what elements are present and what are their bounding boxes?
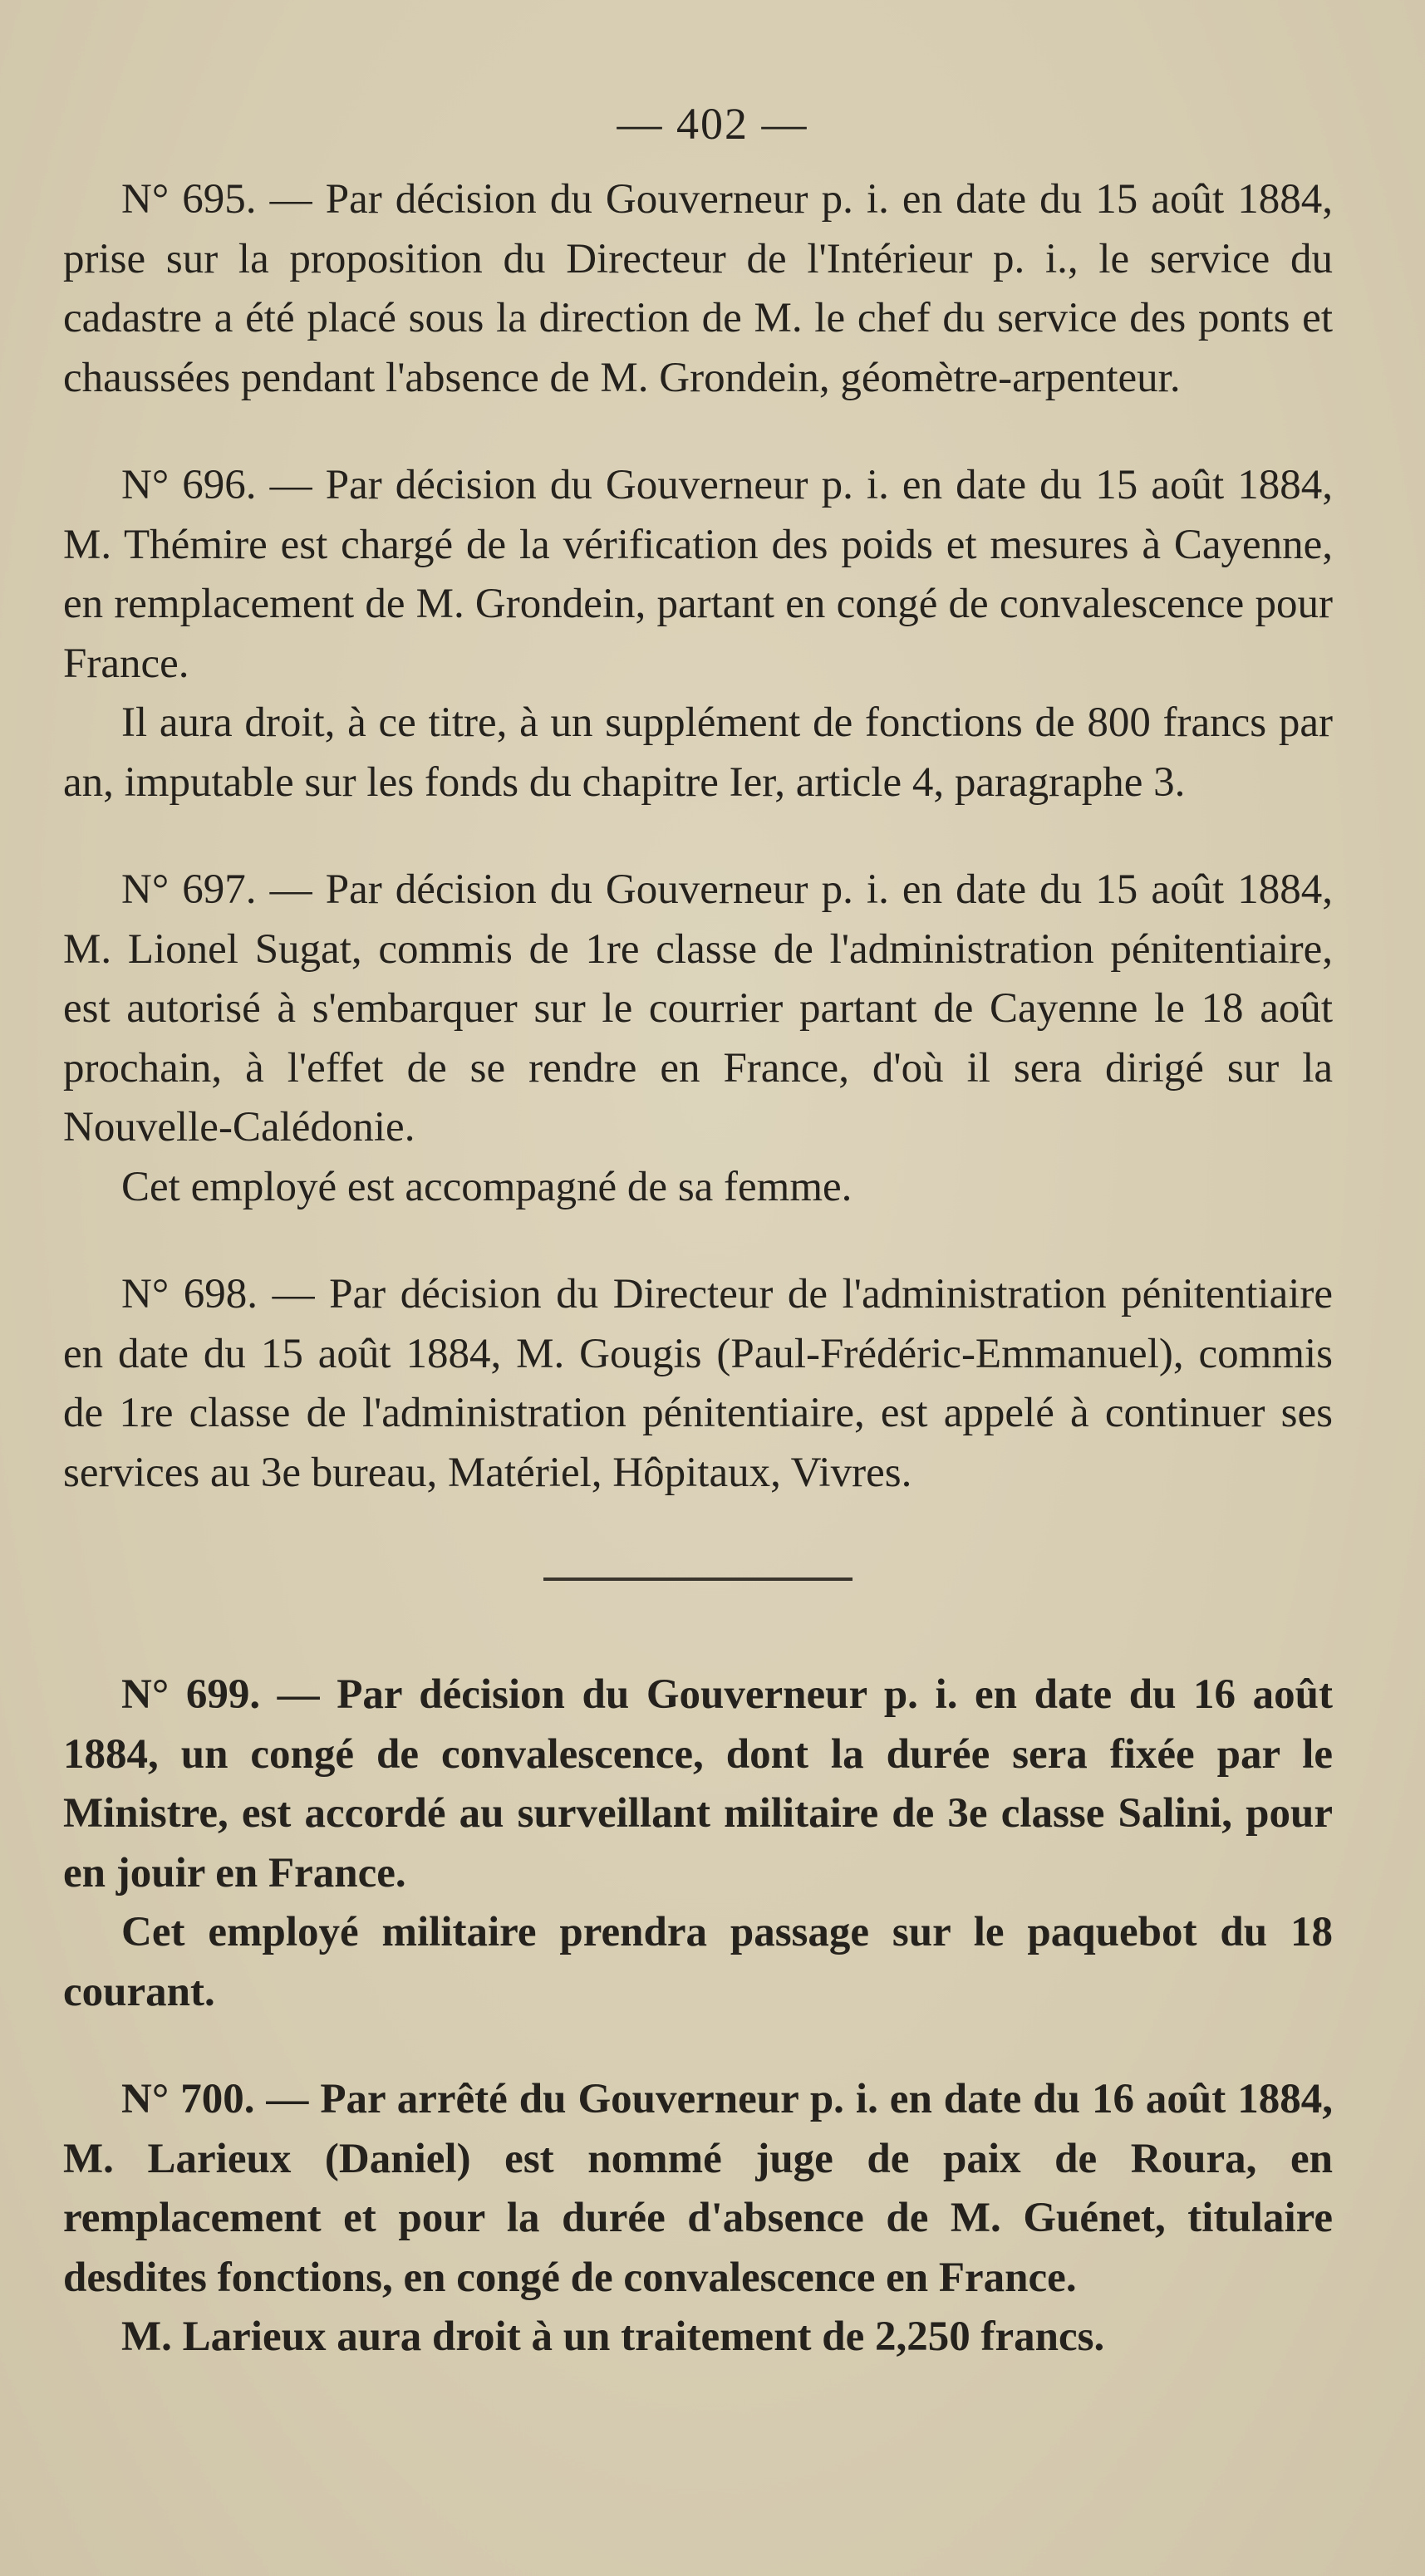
entry-698-paragraph-1: N° 698. — Par décision du Directeur de l'administration pénitentiaire en date du 15 août 1884, M. Gougis (Paul-Frédéric-Emmanuel), commis de 1re classe de l'administration pénitentiaire, est appelé à continuer ses services au 3e bureau, Matériel, Hôpitaux, Vivres. [63,1271,1333,1496]
entry-700 [63,2070,1333,2367]
entry-700-paragraph-2: M. Larieux aura droit à un traitement de 2,250 francs. [121,2313,1105,2360]
entry-699 [63,1666,1333,2022]
entry-699-paragraph-2: Cet employé militaire prendra passage sur le paquebot du 18 courant. [63,1909,1333,2015]
section-separator [543,1577,853,1581]
entry-697-paragraph-2: Cet employé est accompagné de sa femme. [121,1163,853,1210]
entry-697-paragraph-1: N° 697. — Par décision du Gouverneur p. i. en date du 15 août 1884, M. Lionel Sugat, commis de 1re classe de l'administration pénitentiaire, est autorisé à s'embarquer sur le courrier partant de Cayenne le 18 août prochain, à l'effet de se rendre en France, d'où il sera dirigé sur la Nouvelle-Calédonie. [63,866,1333,1151]
entry-697 [63,861,1333,1217]
entry-696-paragraph-1: N° 696. — Par décision du Gouverneur p. i. en date du 15 août 1884, M. Thémire est chargé de la vérification des poids et mesures à Cayenne, en remplacement de M. Grondein, partant en congé de convalescence pour France. [63,462,1333,687]
entry-696 [63,456,1333,812]
entry-698 [63,1265,1333,1503]
entry-695 [63,170,1333,408]
page-number: — 402 — [617,99,808,149]
entry-696-paragraph-2: Il aura droit, à ce titre, à un supplément de fonctions de 800 francs par an, imputable sur les fonds du chapitre Ier, article 4, paragraphe 3. [63,699,1333,806]
document-body [63,170,1333,2416]
entry-700-paragraph-1: N° 700. — Par arrêté du Gouverneur p. i. en date du 16 août 1884, M. Larieux (Daniel) est nommé juge de paix de Roura, en remplacement et pour la durée d'absence de M. Guénet, titulaire desdites fonctions, en congé de convalescence en France. [63,2076,1333,2301]
entry-699-paragraph-1: N° 699. — Par décision du Gouverneur p. i. en date du 16 août 1884, un congé de convalescence, dont la durée sera fixée par le Ministre, est accordé au surveillant militaire de 3e classe Salini, pour en jouir en France. [63,1671,1333,1896]
entry-695-paragraph-1: N° 695. — Par décision du Gouverneur p. i. en date du 15 août 1884, prise sur la proposition du Directeur de l'Intérieur p. i., le service du cadastre a été placé sous la direction de M. le chef du service des ponts et chaussées pendant l'absence de M. Grondein, géomètre-arpenteur. [63,176,1333,401]
